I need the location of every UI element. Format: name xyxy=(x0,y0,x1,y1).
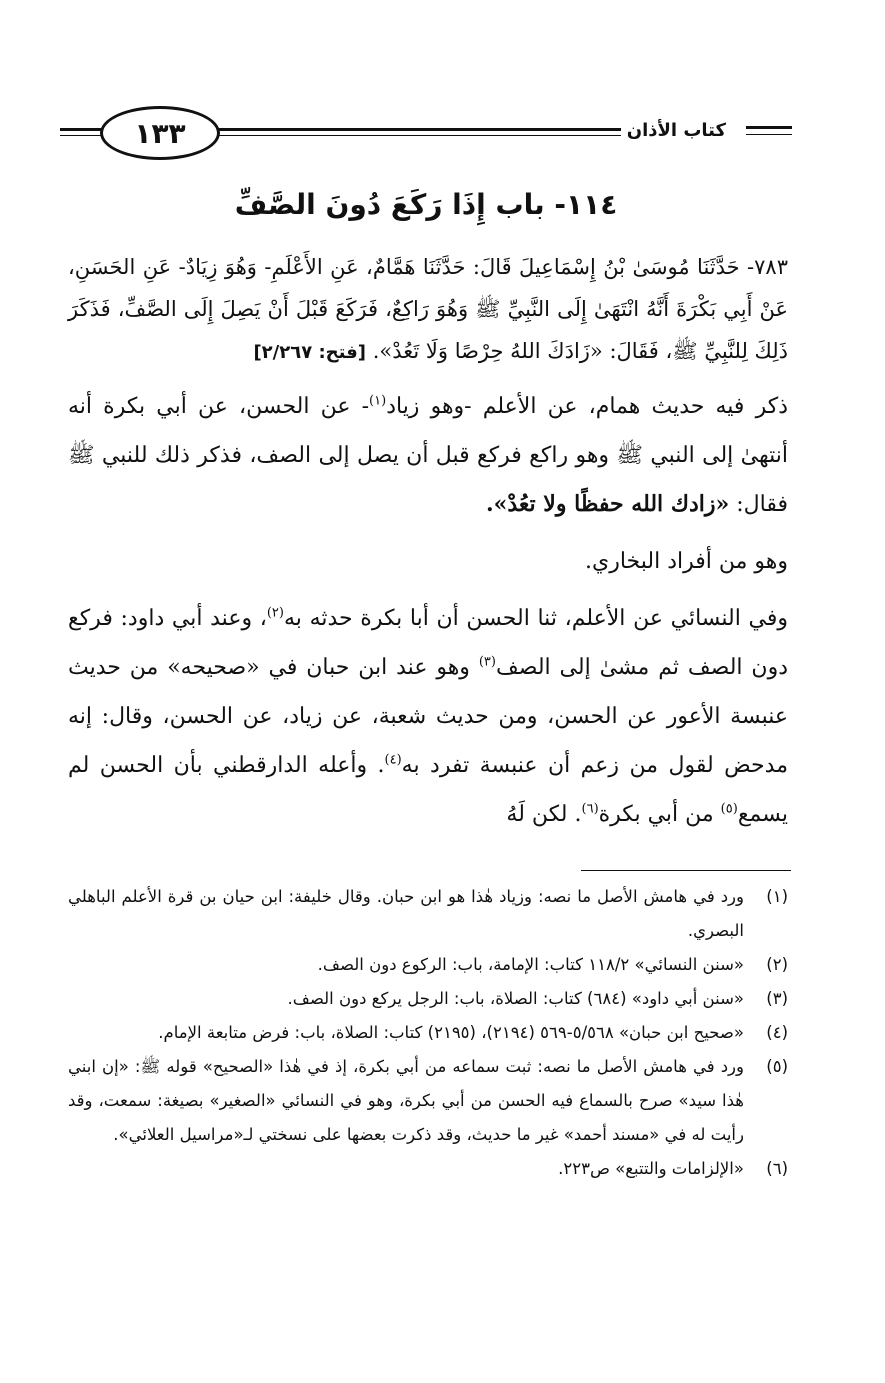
hadith-paragraph xyxy=(68,246,788,374)
header-dash xyxy=(746,126,792,129)
footnote-marker: (٣) xyxy=(478,654,496,670)
footnote-text: «الإلزامات والتتبع» ص٢٢٣. xyxy=(558,1159,744,1178)
footnote-text: ورد في هامش الأصل ما نصه: ثبت سماعه من أبي بكرة، إذ في هٰذا «الصحيح» قوله ﷺ: «إن ابني هٰذا سيد» صرح بالسماع فيه الحسن من أبي بكرة، وهو في النسائي «الصغير» بصيغة: سمعت، وقد رأيت له في «مسند أحمد» غير ما حديث، وقد ذكرت بعضها على نسختي لـ«مراسيل العلائي». xyxy=(68,1057,744,1144)
footnote xyxy=(68,1152,788,1186)
footnote-marker: (٢) xyxy=(266,605,284,621)
footnote-number: (١) xyxy=(766,887,788,906)
footnote xyxy=(68,1050,788,1152)
footnote-text: «سنن النسائي» ١١٨/٢ كتاب: الإمامة، باب: الركوع دون الصف. xyxy=(317,955,744,974)
commentary-text: . لكن لَهُ xyxy=(506,802,582,827)
footnote xyxy=(68,1016,788,1050)
commentary-paragraph-2: وهو من أفراد البخاري. xyxy=(585,549,788,574)
commentary-text: ، وعند أبي داود: فركع دون الصف ثم مشىٰ إلى الصف xyxy=(68,606,789,680)
footnote-text: ورد في هامش الأصل ما نصه: وزياد هٰذا هو ابن حبان. وقال خليفة: ابن حيان بن قرة الأعلم الباهلي البصري. xyxy=(68,887,744,940)
footnotes xyxy=(68,880,788,1186)
footnote-number: (٦) xyxy=(766,1159,788,1178)
footnote-marker: (٥) xyxy=(720,801,738,817)
commentary-text: . وأعله الدارقطني بأن الحسن لم يسمع xyxy=(68,753,788,827)
footnote-number: (٥) xyxy=(766,1057,788,1076)
footnote-number: (٤) xyxy=(766,1023,788,1042)
page-number-frame xyxy=(100,106,220,160)
hadith-text: ٧٨٣- حَدَّثَنَا مُوسَىٰ بْنُ إِسْمَاعِيلَ قَالَ: حَدَّثَنَا هَمَّامٌ، عَنِ الأَعْلَمِ- وَهُوَ زِيَادٌ- عَنِ الحَسَنِ، عَنْ أَبِي بَكْرَةَ أَنَّهُ انْتَهَىٰ إِلَى النَّبِيِّ ﷺ وَهُوَ رَاكِعٌ، فَرَكَعَ قَبْلَ أَنْ يَصِلَ إِلَى الصَّفِّ، فَذَكَرَ ذَلِكَ لِلنَّبِيِّ ﷺ، فَقَالَ: «زَادَكَ اللهُ حِرْصًا وَلَا تَعُدْ». xyxy=(68,255,788,363)
page-number: ١٣٣ xyxy=(134,116,186,150)
commentary-text: ذكر فيه حديث همام، عن الأعلم -وهو زياد xyxy=(386,394,788,419)
footnote-marker: (٤) xyxy=(384,752,402,768)
running-title: كتاب الأذان xyxy=(621,120,732,141)
footnote-marker: (٦) xyxy=(581,801,599,817)
footnote-separator xyxy=(581,870,791,871)
body-text xyxy=(68,246,788,847)
footnote-text: «صحيح ابن حبان» ٥/٥٦٨-٥٦٩ (٢١٩٤)، (٢١٩٥) كتاب: الصلاة، باب: فرض متابعة الإمام. xyxy=(158,1023,744,1042)
footnote-marker: (١) xyxy=(369,393,387,409)
hadith-reference: [فتح: ٢/٢٦٧] xyxy=(253,342,367,363)
footnote xyxy=(68,982,788,1016)
prophet-quote: «زادك الله حفظًا ولا تعُدْ». xyxy=(485,491,730,517)
footnote-number: (٣) xyxy=(766,989,788,1008)
footnote-text: «سنن أبي داود» (٦٨٤) كتاب: الصلاة، باب: الرجل يركع دون الصف. xyxy=(287,989,744,1008)
commentary-text: وفي النسائي عن الأعلم، ثنا الحسن أن أبا بكرة حدثه به xyxy=(283,606,788,631)
chapter-heading: ١١٤- باب إِذَا رَكَعَ دُونَ الصَّفِّ xyxy=(234,188,618,221)
commentary-text: من أبي بكرة xyxy=(598,802,721,827)
commentary-text: - عن الحسن، عن أبي بكرة أنه أنتهىٰ إلى النبي ﷺ وهو راكع فركع قبل أن يصل إلى الصف، فذكر ذلك للنبي ﷺ فقال: xyxy=(68,394,788,517)
commentary-text: وهو عند ابن حبان في «صحيحه» من حديث عنبسة الأعور عن الحسن، ومن حديث شعبة، عن زياد، عن الحسن، وقال: إنه مدحض لقول من زعم أن عنبسة تفرد به xyxy=(68,655,788,778)
footnote xyxy=(68,880,788,948)
commentary-paragraph-1 xyxy=(68,382,788,529)
commentary-paragraph-3 xyxy=(68,594,788,839)
footnote xyxy=(68,948,788,982)
page-header xyxy=(60,100,792,170)
footnote-number: (٢) xyxy=(766,955,788,974)
header-dash-thin xyxy=(746,134,792,135)
